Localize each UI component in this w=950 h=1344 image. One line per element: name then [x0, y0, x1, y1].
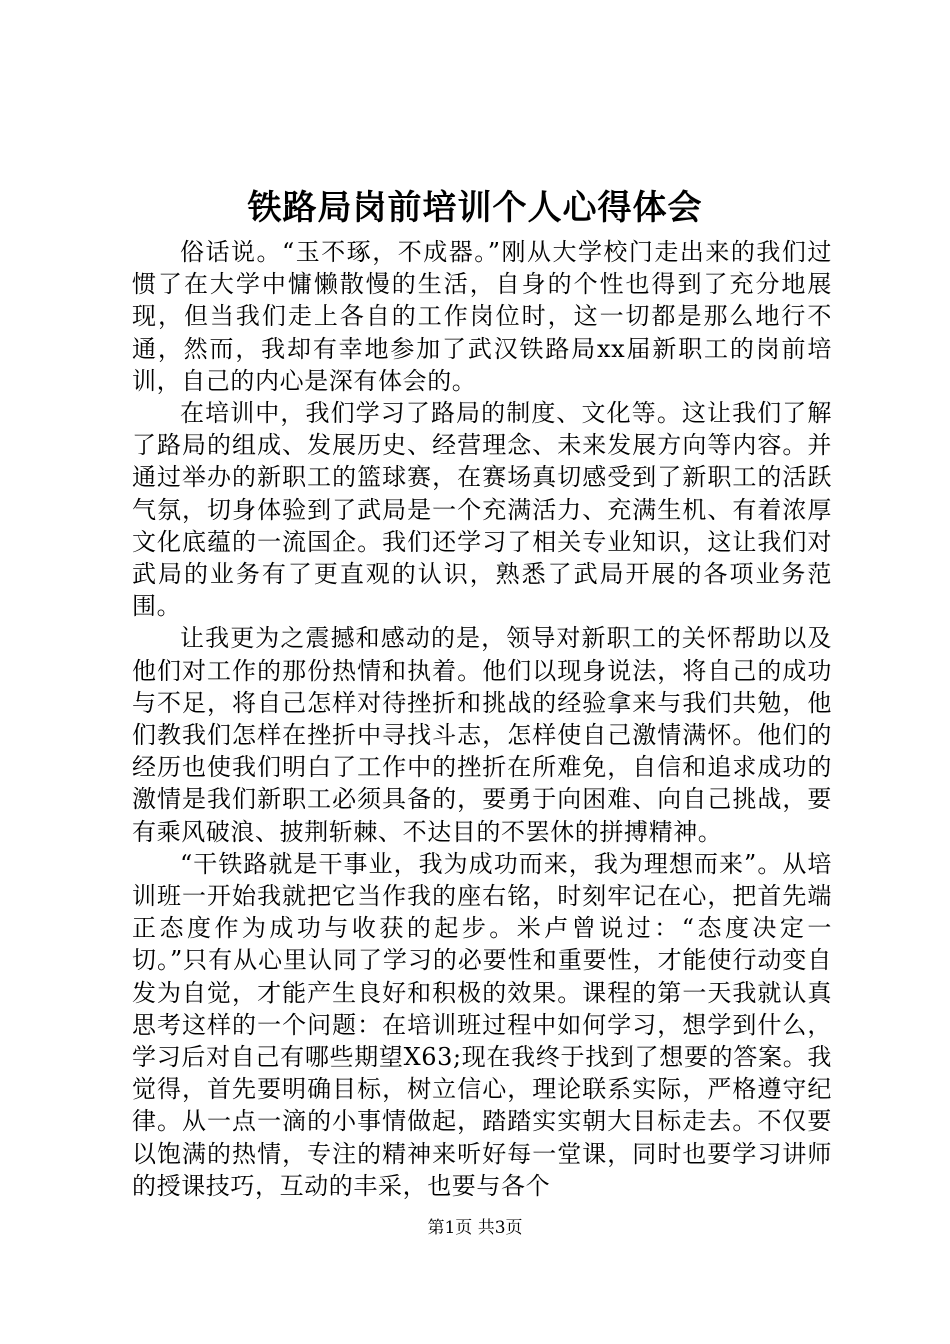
paragraph-4: “干铁路就是干事业，我为成功而来，我为理想而来”。从培训班一开始我就把它当作我的座右铭，时刻牢记在心，把首先端正态度作为成功与收获的起步。米卢曾说过：“态度决定一切。”只有从心里认同了学习的必要性和重要性，才能使行动变自发为自觉，才能产生良好和积极的效果。课程的第一天我就认真思考这样的一个问题：在培训班过程中如何学习，想学到什么，学习后对自己有哪些期望X63;现在我终于找到了想要的答案。我觉得，首先要明确目标，树立信心，理论联系实际，严格遵守纪律。从一点一滴的小事情做起，踏踏实实朝大目标走去。不仅要以饱满的热情，专注的精神来听好每一堂课，同时也要学习讲师的授课技巧，互动的丰采，也要与各个 [132, 849, 832, 1200]
paragraph-1: 俗话说。“玉不琢，不成器。”刚从大学校门走出来的我们过惯了在大学中慵懒散慢的生活，自身的个性也得到了充分地展现，但当我们走上各自的工作岗位时，这一切都是那么地行不通，然而，我却有幸地参加了武汉铁路局xx届新职工的岗前培训，自己的内心是深有体会的。 [132, 238, 832, 395]
page-number-footer: 第1页 共3页 [427, 1218, 523, 1238]
paragraph-2: 在培训中，我们学习了路局的制度、文化等。这让我们了解了路局的组成、发展历史、经营理念、未来发展方向等内容。并通过举办的新职工的篮球赛，在赛场真切感受到了新职工的活跃气氛，切身体验到了武局是一个充满活力、充满生机、有着浓厚文化底蕴的一流国企。我们还学习了相关专业知识，这让我们对武局的业务有了更直观的认识，熟悉了武局开展的各项业务范围。 [132, 399, 832, 621]
document-body [132, 236, 832, 1202]
paragraph-3: 让我更为之震撼和感动的是，领导对新职工的关怀帮助以及他们对工作的那份热情和执着。他们以现身说法，将自己的成功与不足，将自己怎样对待挫折和挑战的经验拿来与我们共勉，他们教我们怎样在挫折中寻找斗志，怎样使自己激情满怀。他们的经历也使我们明白了工作中的挫折在所难免，自信和追求成功的激情是我们新职工必须具备的，要勇于向困难、向自己挑战，要有乘风破浪、披荆斩棘、不达目的不罢休的拼搏精神。 [132, 624, 832, 846]
page-title: 铁路局岗前培训个人心得体会 [247, 188, 703, 228]
